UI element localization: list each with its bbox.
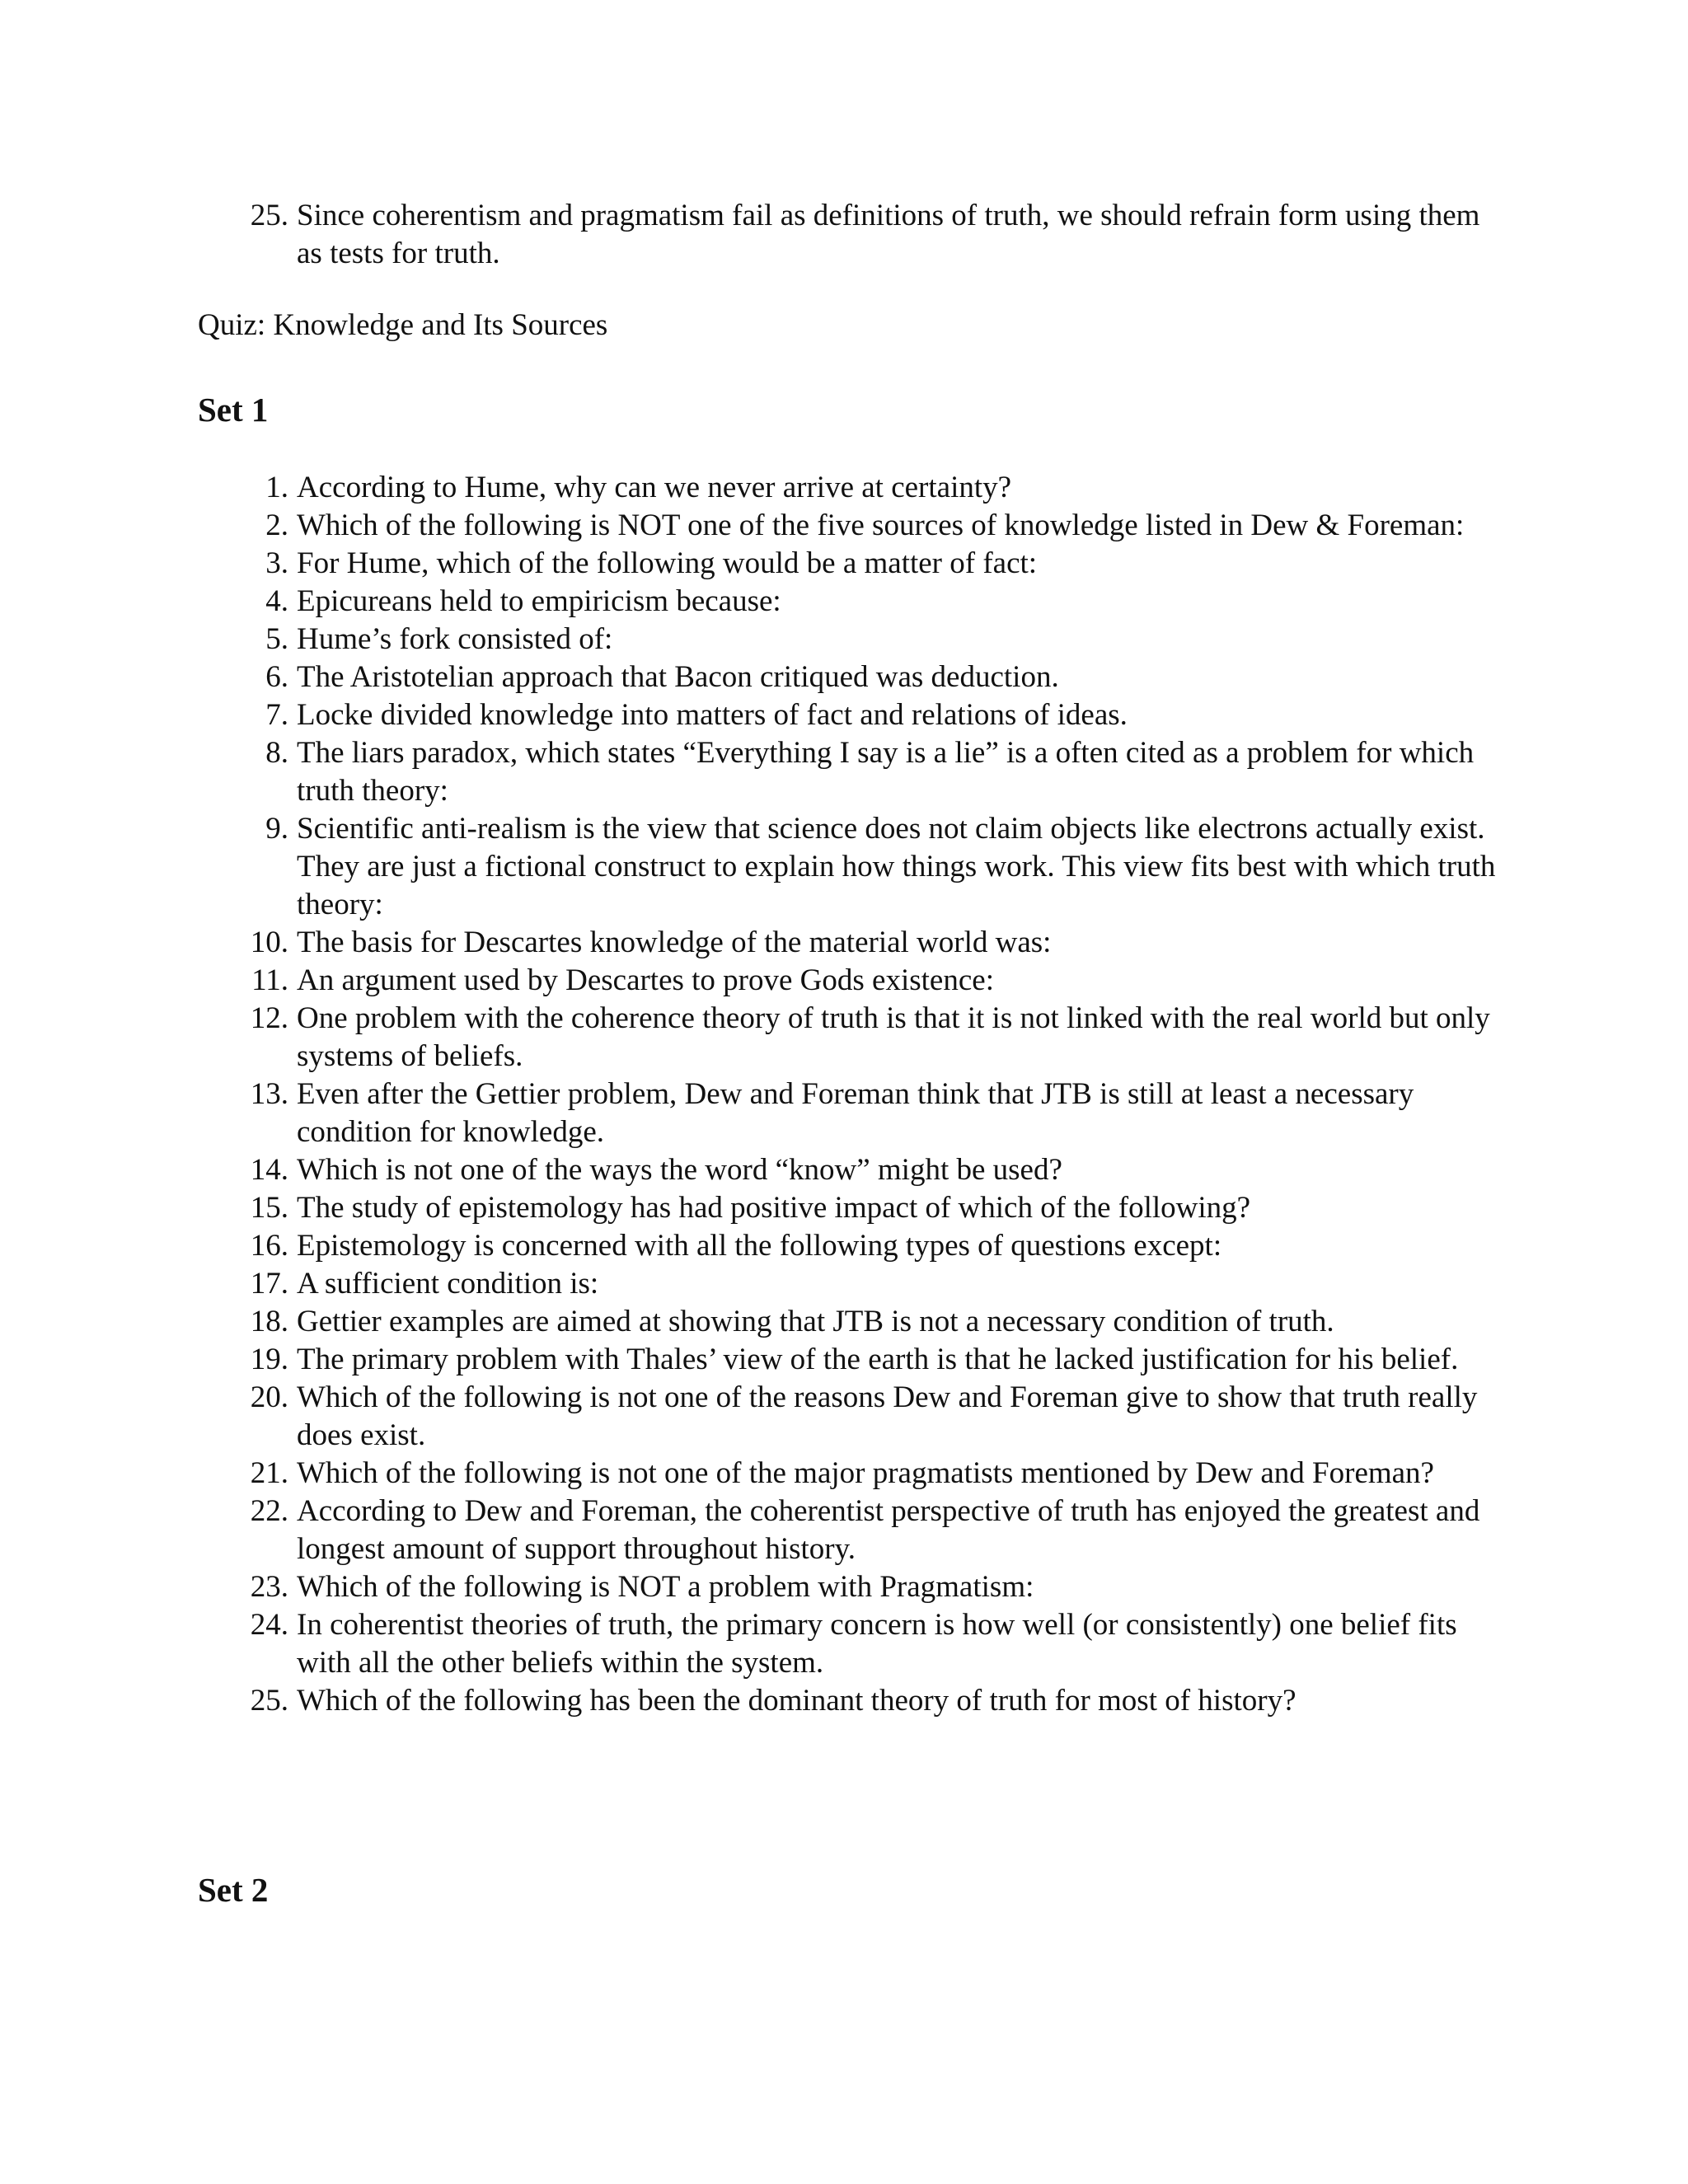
question-item (198, 1455, 1500, 1493)
question-text: The study of epistemology has had positive impact of which of the following? (297, 1191, 1251, 1225)
question-text: The Aristotelian approach that Bacon critiqued was deduction. (297, 660, 1059, 694)
question-item (198, 1227, 1500, 1265)
question-text: Gettier examples are aimed at showing that JTB is not a necessary condition of truth. (297, 1305, 1334, 1338)
item-text: Since coherentism and pragmatism fail as definitions of truth, we should refrain form using them as tests for truth. (297, 199, 1480, 270)
question-text: The primary problem with Thales’ view of the earth is that he lacked justification for his belief. (297, 1343, 1459, 1376)
question-item (198, 1341, 1500, 1379)
intro-list (198, 197, 1500, 273)
question-text: According to Hume, why can we never arrive at certainty? (297, 471, 1012, 504)
question-number: 5. (265, 622, 288, 656)
question-item (198, 1189, 1500, 1227)
question-number: 20. (250, 1380, 288, 1414)
question-item (198, 658, 1500, 696)
question-number: 4. (265, 584, 288, 618)
question-item (198, 1606, 1500, 1682)
question-number: 12. (250, 1001, 288, 1035)
question-item (198, 1568, 1500, 1606)
question-item (198, 1303, 1500, 1341)
question-text: A sufficient condition is: (297, 1267, 599, 1301)
question-item (198, 1682, 1500, 1720)
question-item (198, 507, 1500, 545)
question-text: Hume’s fork consisted of: (297, 622, 613, 656)
question-number: 9. (265, 812, 288, 846)
set-1-heading: Set 1 (198, 391, 269, 429)
set-2-heading: Set 2 (198, 1871, 269, 1909)
question-item (198, 1151, 1500, 1189)
question-number: 8. (265, 736, 288, 770)
question-text: According to Dew and Foreman, the coherentist perspective of truth has enjoyed the greatest and longest amount of support throughout history. (297, 1494, 1480, 1566)
question-number: 25. (250, 1684, 288, 1718)
set-1-question-list (198, 469, 1500, 1720)
question-item (198, 810, 1500, 924)
list-item (198, 197, 1500, 273)
question-item (198, 1379, 1500, 1455)
question-item (198, 962, 1500, 1000)
question-item (198, 1076, 1500, 1151)
question-number: 15. (250, 1191, 288, 1225)
question-text: Which of the following is not one of the major pragmatists mentioned by Dew and Foreman? (297, 1456, 1434, 1490)
question-item (198, 545, 1500, 583)
question-item (198, 1265, 1500, 1303)
question-text: One problem with the coherence theory of truth is that it is not linked with the real world but only systems of beliefs. (297, 1001, 1490, 1073)
question-text: Which of the following is NOT a problem with Pragmatism: (297, 1570, 1034, 1604)
question-item (198, 469, 1500, 507)
question-text: The liars paradox, which states “Everything I say is a lie” is a often cited as a problem for which truth theory: (297, 736, 1475, 808)
question-text: In coherentist theories of truth, the primary concern is how well (or consistently) one belief fits with all the other beliefs within the system. (297, 1608, 1457, 1680)
question-text: The basis for Descartes knowledge of the material world was: (297, 926, 1052, 959)
question-number: 19. (250, 1343, 288, 1376)
question-number: 23. (250, 1570, 288, 1604)
question-item (198, 583, 1500, 621)
question-number: 18. (250, 1305, 288, 1338)
question-item (198, 924, 1500, 962)
question-number: 21. (250, 1456, 288, 1490)
question-number: 6. (265, 660, 288, 694)
question-item (198, 621, 1500, 658)
question-number: 1. (265, 471, 288, 504)
question-number: 10. (250, 926, 288, 959)
quiz-title: Quiz: Knowledge and Its Sources (198, 308, 608, 342)
question-item (198, 1000, 1500, 1076)
question-text: Which of the following is not one of the reasons Dew and Foreman give to show that truth really does exist. (297, 1380, 1478, 1452)
question-text: For Hume, which of the following would be a matter of fact: (297, 546, 1038, 580)
question-item (198, 696, 1500, 734)
question-text: Epistemology is concerned with all the following types of questions except: (297, 1229, 1222, 1263)
question-number: 24. (250, 1608, 288, 1642)
question-number: 7. (265, 698, 288, 732)
question-text: Scientific anti-realism is the view that science does not claim objects like electrons actually exist. They are just a fictional construct to explain how things work. This view fits best with which truth theory: (297, 812, 1496, 921)
question-item (198, 734, 1500, 810)
question-number: 3. (265, 546, 288, 580)
question-item (198, 1493, 1500, 1568)
question-number: 17. (250, 1267, 288, 1301)
question-text: Which of the following has been the dominant theory of truth for most of history? (297, 1684, 1296, 1718)
item-number: 25. (250, 199, 288, 232)
question-number: 13. (250, 1077, 288, 1111)
question-number: 22. (250, 1494, 288, 1528)
question-text: Epicureans held to empiricism because: (297, 584, 781, 618)
question-text: Locke divided knowledge into matters of fact and relations of ideas. (297, 698, 1128, 732)
question-text: Even after the Gettier problem, Dew and Foreman think that JTB is still at least a necessary condition for knowledge. (297, 1077, 1414, 1149)
question-number: 2. (265, 509, 288, 542)
question-number: 16. (250, 1229, 288, 1263)
question-text: An argument used by Descartes to prove Gods existence: (297, 963, 994, 997)
question-text: Which is not one of the ways the word “know” might be used? (297, 1153, 1062, 1187)
question-number: 11. (251, 963, 288, 997)
question-text: Which of the following is NOT one of the five sources of knowledge listed in Dew & Foreman: (297, 509, 1465, 542)
question-number: 14. (250, 1153, 288, 1187)
